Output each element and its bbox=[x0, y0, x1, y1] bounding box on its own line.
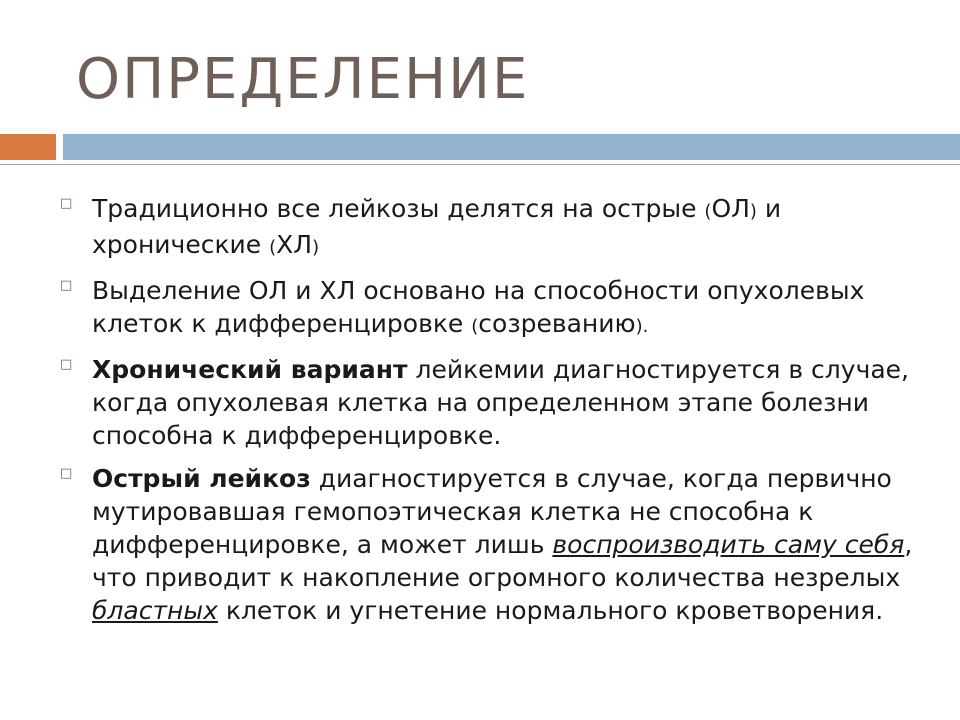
abbr-text: ХЛ bbox=[276, 230, 313, 259]
paren-text: ). bbox=[635, 316, 649, 337]
bold-term: Хронический вариант bbox=[92, 355, 408, 384]
slide-title: ОПРЕДЕЛЕНИЕ bbox=[76, 47, 530, 112]
divider-line bbox=[0, 164, 960, 165]
abbr-text: ОЛ bbox=[711, 194, 750, 223]
bullet-list bbox=[56, 192, 916, 637]
paren-text: ( bbox=[471, 316, 479, 337]
bullet-text: лейкемии диагностируется в случае, когда опухолевая клетка на определенном этапе болезни способна к дифференцировке. bbox=[92, 355, 909, 450]
decorative-bar bbox=[63, 134, 960, 160]
accent-bar bbox=[0, 134, 56, 160]
bullet-square-icon: □ bbox=[60, 466, 73, 481]
paren-text: ( bbox=[704, 201, 712, 222]
paren-text: ) bbox=[312, 237, 320, 258]
bullet-item bbox=[56, 462, 916, 627]
bullet-text: диагностируется в случае, когда первично мутировавшая гемопоэтическая клетка не способна к дифференцировке, а может лишь bbox=[92, 464, 892, 559]
bullet-item bbox=[56, 353, 916, 452]
bullet-text: созреванию bbox=[478, 309, 636, 338]
underlined-phrase: бластных bbox=[92, 596, 218, 625]
underlined-phrase: воспроизводить саму себя bbox=[552, 530, 905, 559]
bullet-text: и хронические bbox=[92, 194, 782, 259]
paren-text: ( bbox=[269, 237, 277, 258]
bold-term: Острый лейкоз bbox=[92, 464, 311, 493]
bullet-item bbox=[56, 274, 916, 343]
bullet-square-icon: □ bbox=[60, 196, 73, 211]
bullet-text: клеток и угнетение нормального кроветворения. bbox=[217, 596, 884, 625]
bullet-text: , что приводит к накопление огромного количества незрелых bbox=[92, 530, 913, 592]
bullet-square-icon: □ bbox=[60, 357, 73, 372]
bullet-text: Выделение ОЛ и ХЛ основано на способности опухолевых клеток к дифференцировке bbox=[92, 276, 865, 338]
bullet-item bbox=[56, 192, 916, 264]
paren-text: ) bbox=[749, 201, 757, 222]
bullet-text: Традиционно все лейкозы делятся на острые bbox=[92, 194, 705, 223]
bullet-square-icon: □ bbox=[60, 278, 73, 293]
